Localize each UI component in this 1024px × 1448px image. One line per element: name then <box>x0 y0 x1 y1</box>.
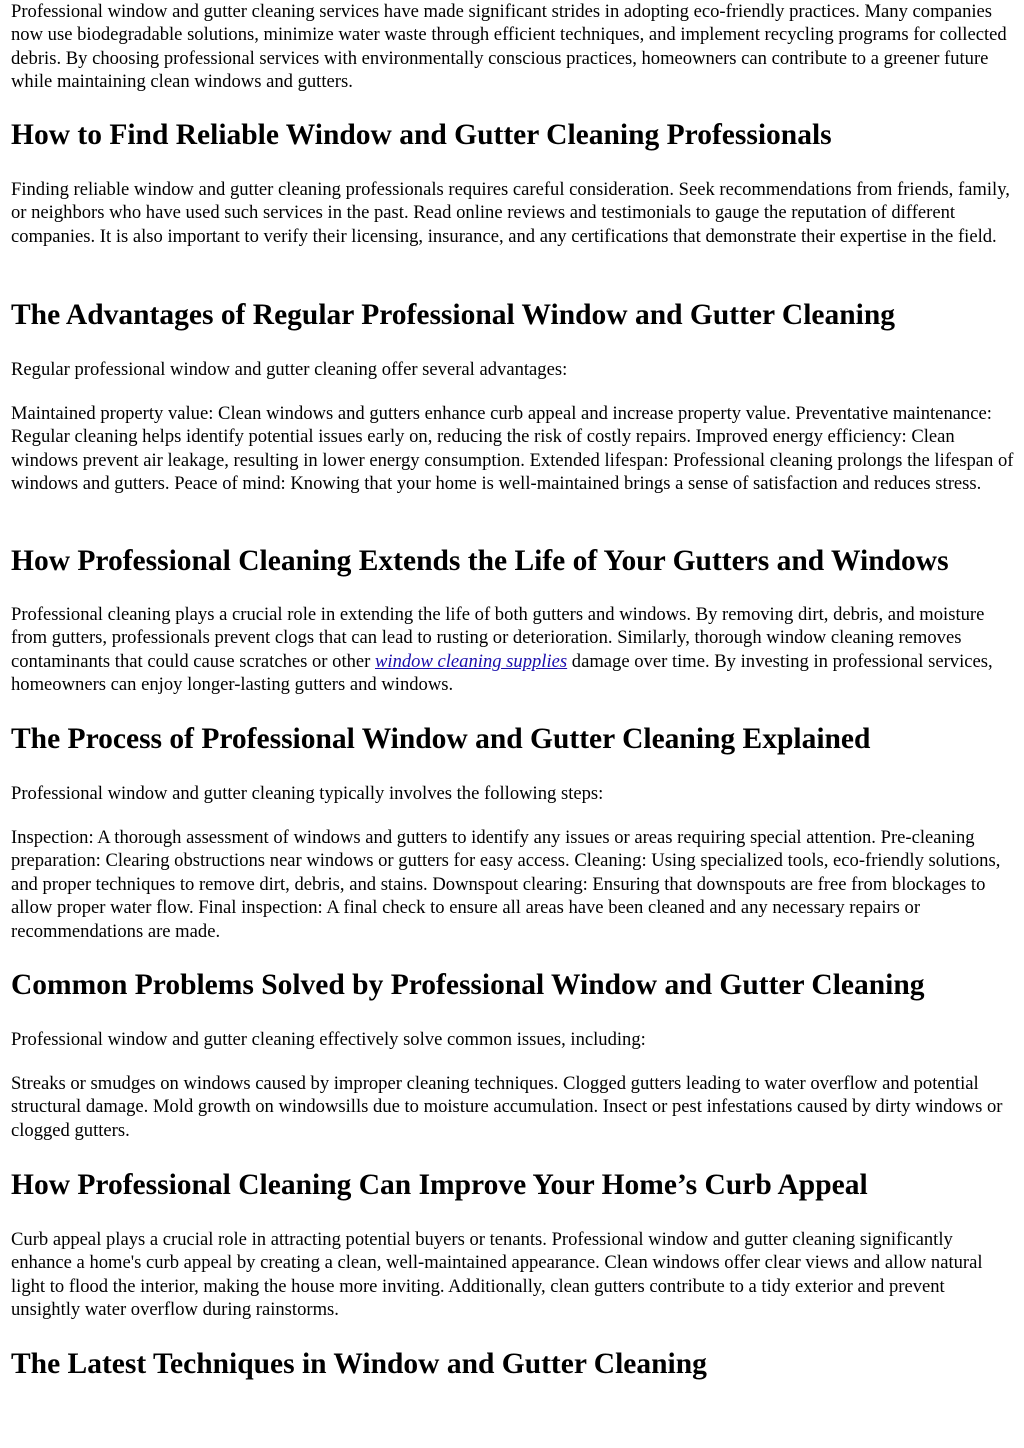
paragraph-text: damage over time. By investing in professional services, homeowners can enjoy longer-lasting gutters and windows. <box>11 650 993 696</box>
section-heading: Common Problems Solved by Professional Window and Gutter Cleaning <box>11 969 925 1001</box>
section-paragraph: Professional window and gutter cleaning effectively solve common issues, including: <box>11 1029 646 1050</box>
section-heading: How to Find Reliable Window and Gutter Cleaning Professionals <box>11 119 832 151</box>
section-paragraph: Streaks or smudges on windows caused by improper cleaning techniques. Clogged gutters leading to water overflow and potential structural damage. Mold growth on windowsills due to moisture accumulation. Insect or pest infestations caused by dirty windows or clogged gutters. <box>11 1073 1003 1141</box>
section-heading: The Process of Professional Window and Gutter Cleaning Explained <box>11 723 871 755</box>
section-heading: The Advantages of Regular Professional Window and Gutter Cleaning <box>11 299 896 331</box>
section-paragraph: Curb appeal plays a crucial role in attracting potential buyers or tenants. Professional window and gutter cleaning significantly enhance a home's curb appeal by creating a clean, well-maintained appearance. Clean windows offer clear views and allow natural light to flood the interior, making the house more inviting. Additionally, clean gutters contribute to a tidy exterior and prevent unsightly water overflow during rainstorms. <box>11 1229 983 1321</box>
section-paragraph: Professional window and gutter cleaning typically involves the following steps: <box>11 783 604 804</box>
section-paragraph: Maintained property value: Clean windows and gutters enhance curb appeal and increase property value. Preventative maintenance: Regular cleaning helps identify potential issues early on, reducing the risk of costly repairs. Improved energy efficiency: Clean windows prevent air leakage, resulting in lower energy consumption. Extended lifespan: Professional cleaning prolongs the lifespan of windows and gutters. Peace of mind: Knowing that your home is well-maintained brings a sense of satisfaction and reduces stress. <box>11 403 1014 495</box>
section-paragraph: Finding reliable window and gutter cleaning professionals requires careful consideration. Seek recommendations from friends, family, or neighbors who have used such services in the past. Read online reviews and testimonials to gauge the reputation of different companies. It is also important to verify their licensing, insurance, and any certifications that demonstrate their expertise in the field. <box>11 179 1010 247</box>
section-paragraph <box>11 603 1015 697</box>
section-heading: The Latest Techniques in Window and Gutter Cleaning <box>11 1348 707 1380</box>
section-heading: How Professional Cleaning Can Improve Your Home’s Curb Appeal <box>11 1169 868 1201</box>
paragraph-text: Professional cleaning plays a crucial role in extending the life of both gutters and windows. By removing dirt, debris, and moisture from gutters, professionals prevent clogs that can lead to rusting or deterioration. Similarly, thorough window cleaning removes contaminants that could cause scratches or other <box>11 604 985 672</box>
window-cleaning-supplies-link[interactable]: window cleaning supplies <box>375 650 568 672</box>
section-paragraph: Inspection: A thorough assessment of windows and gutters to identify any issues or areas requiring special attention. Pre-cleaning preparation: Clearing obstructions near windows or gutters for easy access. Cleaning: Using specialized tools, eco-friendly solutions, and proper techniques to remove dirt, debris, and stains. Downspout clearing: Ensuring that downspouts are free from blockages to allow proper water flow. Final inspection: A final check to ensure all areas have been cleaned and any necessary repairs or recommendations are made. <box>11 827 1001 942</box>
section-heading: How Professional Cleaning Extends the Life of Your Gutters and Windows <box>11 545 949 577</box>
section-paragraph: Regular professional window and gutter cleaning offer several advantages: <box>11 359 568 380</box>
intro-paragraph: Professional window and gutter cleaning services have made significant strides in adopting eco-friendly practices. Many companies now use biodegradable solutions, minimize water waste through efficient techniques, and implement recycling programs for collected debris. By choosing professional services with environmentally conscious practices, homeowners can contribute to a greener future while maintaining clean windows and gutters. <box>11 1 1007 93</box>
